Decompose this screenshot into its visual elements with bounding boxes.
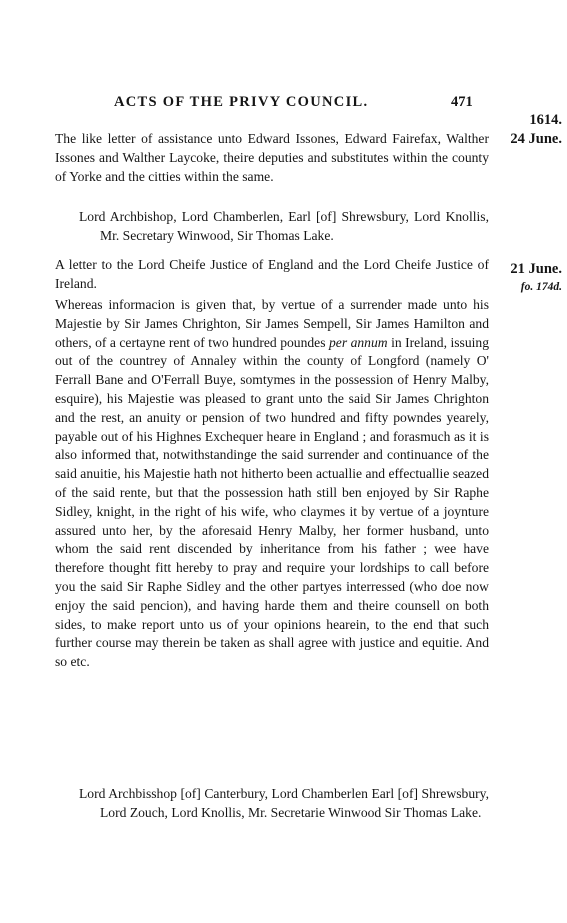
- entry-1-attendance-text: Lord Archbishop, Lord Chamberlen, Earl [of] Shrewsbury, Lord Knollis, Mr. Secretary Winwood, Sir Thomas Lake.: [79, 209, 489, 243]
- entry-1-attendance: [79, 208, 489, 246]
- margin-date-21-june: 21 June.: [510, 261, 562, 277]
- entry-1-text: [55, 130, 489, 186]
- margin-date-24-june: 24 June.: [510, 131, 562, 147]
- entry-2-paragraph: [55, 296, 489, 672]
- entry-2-heading: [55, 256, 489, 294]
- entry-2-body: [55, 296, 489, 672]
- entry-2-body-italic: per annum: [328, 334, 388, 350]
- entry-2-attendance: [79, 785, 489, 823]
- entry-1-paragraph: The like letter of assistance unto Edward Issones, Edward Fairefax, Walther Issones and Walther Laycoke, theire deputies and substitutes within the county of Yorke and the citties within the same.: [55, 131, 489, 184]
- margin-year: 1614.: [529, 112, 562, 128]
- entry-2-attendance-text: Lord Archbisshop [of] Canterbury, Lord Chamberlen Earl [of] Shrewsbury, Lord Zouch, Lord Knollis, Mr. Secretarie Winwood Sir Thomas Lake.: [79, 786, 489, 820]
- entry-2-body-part1: Whereas informacion is given that, by vertue of a surrender made unto his Majestie by Sir James Chrighton, Sir James Sempell, Sir James Hamilton and others, of a certayne rent of two hundred poundes: [55, 297, 489, 350]
- margin-folio: fo. 174d.: [520, 281, 562, 293]
- entry-2-heading-text: A letter to the Lord Cheife Justice of England and the Lord Cheife Justice of Ireland.: [55, 257, 489, 291]
- running-title: ACTS OF THE PRIVY COUNCIL.: [114, 94, 369, 110]
- page-number: 471: [451, 94, 473, 110]
- entry-2-body-part2: in Ireland, issuing out of the countrey of Annaley within the county of Longford (namely O' Ferrall Bane and O'Ferrall Buye, somtymes in the possession of Henry Malby, esquire), his Majestie was pleased to grant unto the said Sir James Chrighton and the rest, an anuity or pension of two hundred and fifty powndes yearely, payable out of his Highnes Exchequer heare in England ; and forasmuch as it is also informed that, notwithstandinge the said surrender and continuance of the said anuitie, his Majestie hath not hitherto been actuallie and effectuallie seazed of the said rente, but that the possession hath still ben enjoyed by Sir Raphe Sidley, knight, in the right of his wife, who claymes it by vertue of a joynture assured unto her, by the aforesaid Henry Malby, her former husband, unto whom the said rent discended by inheritance from his father ; wee have therefore thought fitt hereby to pray and require your lordships to call before you the said Sir Raphe Sidley and the other partyes interressed (who doe now enjoy the said pencion), and having harde them and theire counsell on both sides, to make report unto us of your opinions hearein, to the end that such further course may therein be taken as shall agree with justice and equitie. And so etc.: [55, 334, 490, 670]
